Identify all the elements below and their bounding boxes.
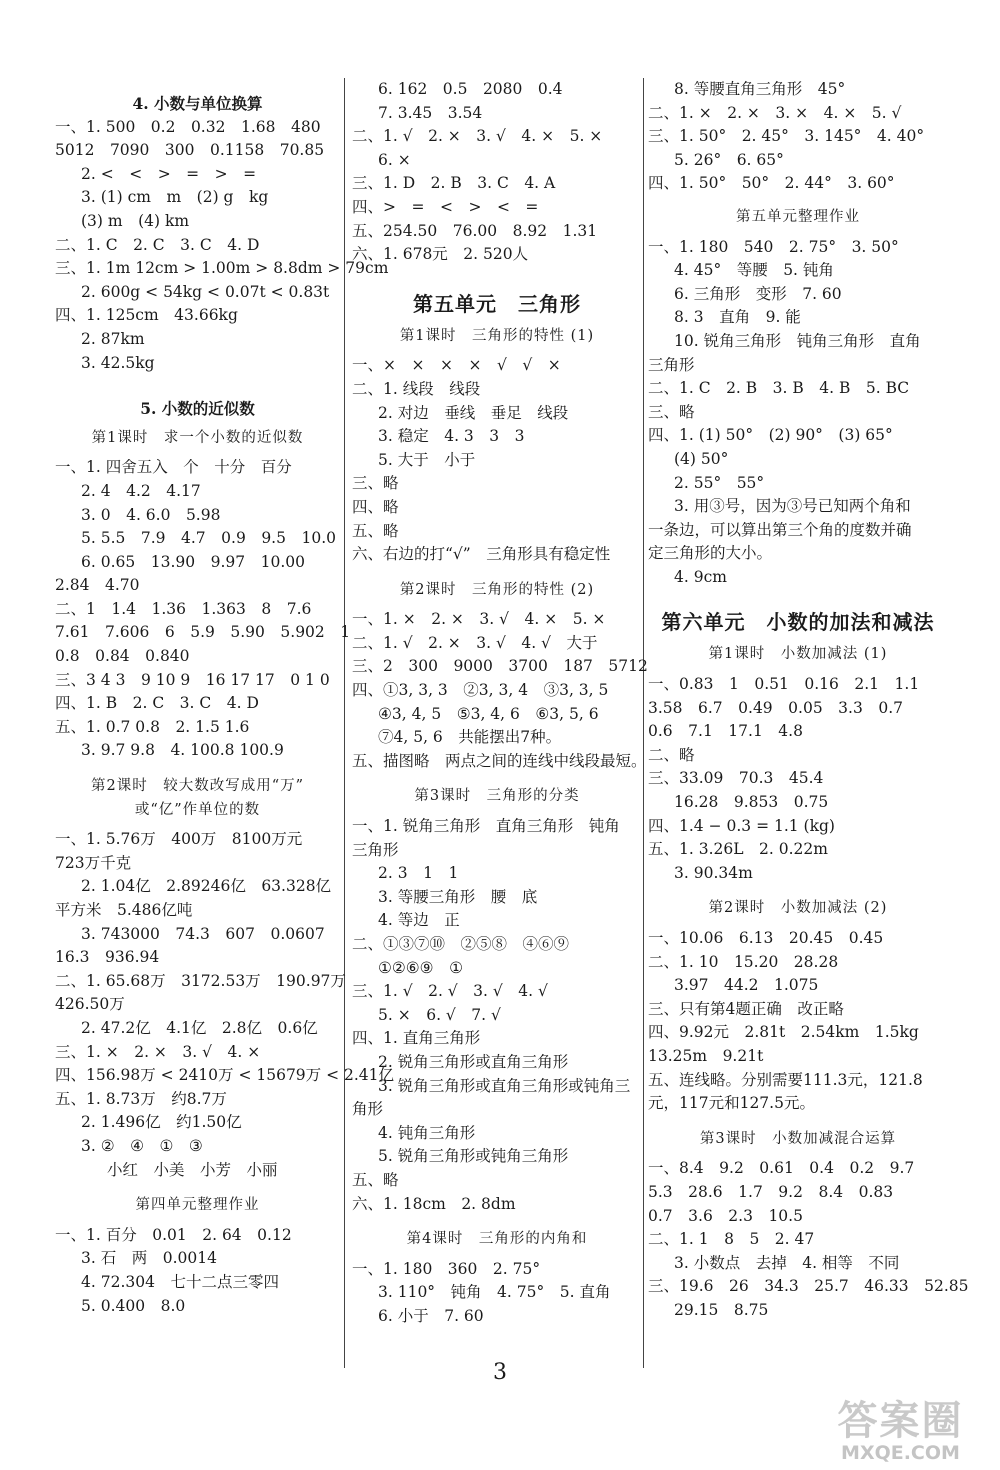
answer-line: 5012 7090 300 0.1158 70.85	[55, 141, 325, 160]
answer-line: 2.84 4.70	[55, 576, 140, 595]
answer-line: 三、略	[648, 402, 695, 421]
answer-line: ⑦4, 5, 6 共能摆出7种。	[378, 728, 562, 747]
answer-line: 三、1. 50° 2. 45° 3. 145° 4. 40°	[648, 127, 925, 146]
answer-line: 3. 锐角三角形或直角三角形或钝角三	[378, 1076, 631, 1095]
answer-line: 四、1. 直角三角形	[352, 1029, 481, 1048]
answer-line: 六、右边的打“√” 三角形具有稳定性	[352, 545, 611, 564]
lesson-title: 第2课时 小数加减法 (2)	[708, 900, 888, 917]
lesson-title: 第1课时 三角形的特性 (1)	[399, 327, 595, 344]
answer-line: 3. 90.34m	[674, 863, 753, 882]
answer-line: 一、1. 180 360 2. 75°	[352, 1259, 541, 1278]
lesson-title: 第2课时 三角形的特性 (2)	[399, 581, 595, 598]
answer-line: 一条边，可以算出第三个角的度数并确	[648, 520, 912, 539]
answer-line: 角形	[352, 1100, 384, 1119]
answer-line: 六、1. 18cm 2. 8dm	[352, 1194, 516, 1213]
answer-line: 四、1. B 2. C 3. C 4. D	[55, 694, 259, 713]
answer-line: 5. 锐角三角形或钝角三角形	[378, 1147, 569, 1166]
answer-line: 一、0.83 1 0.51 0.16 2.1 1.1	[648, 675, 920, 694]
answer-line: 2. 600g < 54kg < 0.07t < 0.83t	[81, 282, 330, 301]
answer-line: 三、1. √ 2. √ 3. √ 4. √	[352, 982, 548, 1001]
answer-line: 二、1. C 2. B 3. B 4. B 5. BC	[648, 379, 910, 398]
answer-line: 三、1. × 2. × 3. √ 4. ×	[55, 1042, 261, 1061]
answer-line: 0.7 3.6 2.3 10.5	[648, 1206, 803, 1225]
answer-line: 3. 0 4. 6.0 5.98	[81, 505, 221, 524]
answer-line: 五、略	[352, 521, 399, 540]
answer-line: (3) m (4) km	[81, 211, 190, 230]
column-middle	[352, 78, 648, 1329]
answer-line: 6. 0.65 13.90 9.97 10.00	[81, 552, 305, 571]
answer-line: 四、1. 125cm 43.66kg	[55, 306, 238, 325]
answer-line: 一、1. 百分 0.01 2. 64 0.12	[55, 1225, 292, 1244]
answer-line: 二、1. 线段 线段	[352, 379, 481, 398]
answer-line: 3. 小数点 去掉 4. 相等 不同	[674, 1253, 900, 1272]
answer-line: 426.50万	[55, 995, 125, 1014]
answer-line: 3. (1) cm m (2) g kg	[81, 188, 269, 207]
answer-line: 2. 锐角三角形或直角三角形	[378, 1052, 569, 1071]
answer-line: 3. ② ④ ① ③	[81, 1136, 203, 1155]
answer-line: 4. 等边 正	[378, 911, 460, 930]
page-number: 3	[493, 1360, 507, 1385]
answer-line: 一、× × × × √ √ ×	[352, 356, 561, 375]
answer-line: 三、只有第4题正确 改正略	[648, 999, 844, 1018]
answer-line: 2. 3 1 1	[378, 864, 459, 883]
answer-line: 一、1. 四舍五入 个 十分 百分	[55, 458, 292, 477]
lesson-title: 第1课时 小数加减法 (1)	[708, 646, 888, 663]
lesson-title: 第3课时 小数加减混合运算	[699, 1130, 897, 1147]
answer-line: 2. 55° 55°	[674, 473, 765, 492]
answer-line: 3. 石 两 0.0014	[81, 1249, 217, 1268]
answer-line: 7.61 7.606 6 5.9 5.90 5.902 1	[55, 623, 351, 642]
answer-line: 5.3 28.6 1.7 9.2 8.4 0.83	[648, 1182, 894, 1201]
answer-line: 3. 42.5kg	[81, 353, 155, 372]
answer-line: 4. 72.304 七十二点三零四	[81, 1272, 279, 1291]
answer-line: 5. 0.400 8.0	[81, 1296, 186, 1315]
answer-line: 三角形	[648, 355, 695, 374]
answer-line: 五、略	[352, 1170, 399, 1189]
answer-line: 6. ×	[378, 150, 411, 169]
answer-line: 2. 87km	[81, 329, 145, 348]
section-title: 4. 小数与单位换算	[132, 94, 263, 113]
answer-line: 三、3 4 3 9 10 9 16 17 17 0 1 0	[55, 670, 330, 689]
answer-line: 四、1. 50° 50° 2. 44° 3. 60°	[648, 174, 895, 193]
unit-title: 第六单元 小数的加法和减法	[661, 610, 935, 635]
answer-line: 五、描图略 两点之间的连线中线段最短。	[352, 751, 647, 770]
answer-line: 29.15 8.75	[674, 1300, 769, 1319]
answer-line: 3. 稳定 4. 3 3 3	[378, 427, 525, 446]
answer-line: 4. 钝角三角形	[378, 1123, 476, 1142]
answer-line: 4. 9cm	[674, 567, 727, 586]
answer-line: 五、1. 0.7 0.8 2. 1.5 1.6	[55, 717, 250, 736]
lesson-title: 第4课时 三角形的内角和	[406, 1231, 588, 1248]
watermark-url: MXQE.COM	[841, 1442, 960, 1464]
answer-line: 二、1. 1 8 5 2. 47	[648, 1230, 815, 1249]
answer-line: 3.97 44.2 1.075	[674, 976, 819, 995]
answer-line: 二、1. C 2. C 3. C 4. D	[55, 235, 260, 254]
answer-line: 8. 3 直角 9. 能	[674, 308, 801, 327]
answer-line: 7. 3.45 3.54	[378, 103, 483, 122]
column-right	[648, 78, 969, 1323]
column-divider	[643, 78, 644, 1368]
answer-line: 3.58 6.7 0.49 0.05 3.3 0.7	[648, 698, 903, 717]
answer-line: 10. 锐角三角形 钝角三角形 直角	[674, 331, 921, 350]
answer-line: 二、1 1.4 1.36 1.363 8 7.6	[55, 599, 312, 618]
answer-line: 6. 小于 7. 60	[378, 1306, 484, 1325]
answer-line: 二、①③⑦⑩ ②⑤⑧ ④⑥⑨	[352, 935, 570, 953]
answer-line: 三、1. D 2. B 3. C 4. A	[352, 174, 556, 193]
answer-line: 三、19.6 26 34.3 25.7 46.33 52.85	[648, 1277, 969, 1296]
answer-line: 3. 用③号，因为③号已知两个角和	[674, 497, 911, 516]
answer-line: (4) 50°	[674, 449, 729, 468]
answer-line: 四、1.4 − 0.3 = 1.1 (kg)	[648, 816, 835, 835]
answer-line: ④3, 4, 5 ⑤3, 4, 6 ⑥3, 5, 6	[378, 704, 599, 723]
answer-line: 五、1. 3.26L 2. 0.22m	[648, 840, 828, 859]
answer-line: 8. 等腰直角三角形 45°	[674, 80, 846, 98]
answer-line: 五、1. 8.73万 约8.7万	[55, 1089, 227, 1108]
answer-line: 五、254.50 76.00 8.92 1.31	[352, 221, 598, 240]
answer-line: 2. 4 4.2 4.17	[81, 481, 201, 500]
answer-line: 3. 110° 钝角 4. 75° 5. 直角	[378, 1283, 611, 1302]
answer-line: 2. < < > = > =	[81, 164, 257, 183]
lesson-title: 第1课时 求一个小数的近似数	[91, 429, 304, 446]
answer-line: 五、连线略。分别需要111.3元，121.8	[648, 1070, 923, 1089]
answer-line: 16.3 936.94	[55, 948, 160, 967]
answer-line: 0.8 0.84 0.840	[55, 647, 190, 666]
answer-line: 13.25m 9.21t	[648, 1046, 764, 1065]
answer-line: 2. 1.496亿 约1.50亿	[81, 1113, 242, 1132]
answer-line: 6. 三角形 变形 7. 60	[674, 284, 842, 303]
answer-line: 6. 162 0.5 2080 0.4	[378, 80, 563, 98]
answer-line: 4. 45° 等腰 5. 钝角	[674, 261, 834, 280]
answer-line: 一、1. 180 540 2. 75° 3. 50°	[648, 237, 899, 256]
answer-line: 小红 小美 小芳 小丽	[107, 1160, 278, 1179]
answer-line: 5. 26° 6. 65°	[674, 150, 784, 169]
answer-line: 三角形	[352, 840, 399, 859]
answer-line: 3. 743000 74.3 607 0.0607	[81, 924, 325, 943]
answer-line: 2. 对边 垂线 垂足 线段	[378, 403, 569, 422]
answer-line: 元，117元和127.5元。	[648, 1094, 815, 1113]
answer-line: ①②⑥⑨ ①	[378, 958, 463, 977]
answer-line: 二、1. 10 15.20 28.28	[648, 952, 839, 971]
answer-line: 三、略	[352, 474, 399, 493]
answer-line: 一、10.06 6.13 20.45 0.45	[648, 929, 884, 947]
answer-line: 一、1. 500 0.2 0.32 1.68 480	[55, 117, 321, 136]
answer-line: 二、1. √ 2. × 3. √ 4. √ 大于	[352, 633, 598, 652]
answer-line: 四、156.98万 < 2410万 < 15679万 < 2.41亿	[55, 1066, 395, 1085]
review-title: 第四单元整理作业	[135, 1197, 260, 1214]
answer-line: 四、①3, 3, 3 ②3, 3, 4 ③3, 3, 5	[352, 681, 609, 700]
watermark-title: 答案圈	[837, 1398, 964, 1444]
answer-line: 5. × 6. √ 7. √	[378, 1005, 501, 1024]
answer-line: 二、略	[648, 745, 695, 764]
answer-line: 2. 47.2亿 4.1亿 2.8亿 0.6亿	[81, 1018, 318, 1037]
answer-line: 四、9.92元 2.81t 2.54km 1.5kg	[648, 1023, 919, 1042]
answer-line: 16.28 9.853 0.75	[674, 793, 829, 812]
answer-line: 定三角形的大小。	[648, 544, 773, 563]
answer-line: 平方米 5.486亿吨	[55, 901, 193, 919]
review-title: 第五单元整理作业	[736, 208, 860, 225]
watermark-logo	[808, 1400, 993, 1466]
unit-title: 第五单元 三角形	[413, 291, 581, 316]
answer-line: 二、1. √ 2. × 3. √ 4. × 5. ×	[352, 127, 603, 146]
answer-line: 一、1. × 2. × 3. √ 4. × 5. ×	[352, 610, 606, 629]
lesson-title: 第2课时 较大数改写成用“万”	[90, 778, 305, 795]
section-title: 5. 小数的近似数	[140, 399, 255, 419]
answer-line: 723万千克	[55, 853, 132, 872]
answer-line: 一、1. 5.76万 400万 8100万元	[55, 830, 303, 849]
answer-line: 5. 5.5 7.9 4.7 0.9 9.5 10.0	[81, 529, 336, 548]
answer-line: 六、1. 678元 2. 520人	[352, 245, 529, 264]
lesson-title: 第3课时 三角形的分类	[414, 788, 580, 805]
answer-line: 一、1. 锐角三角形 直角三角形 钝角	[352, 817, 620, 836]
answer-line: 四、1. (1) 50° (2) 90° (3) 65°	[648, 426, 893, 445]
answer-line: 2. 1.04亿 2.89246亿 63.328亿	[81, 877, 332, 896]
answer-line: 5. 大于 小于	[378, 450, 476, 469]
lesson-title: 或“亿”作单位的数	[134, 801, 261, 818]
answer-line: 3. 9.7 9.8 4. 100.8 100.9	[81, 741, 284, 760]
answer-line: 四、> = < > < =	[352, 197, 539, 216]
answer-line: 一、8.4 9.2 0.61 0.4 0.2 9.7	[648, 1159, 915, 1178]
answer-line: 0.6 7.1 17.1 4.8	[648, 722, 803, 741]
answer-line: 3. 等腰三角形 腰 底	[378, 887, 538, 906]
answer-line: 二、1. × 2. × 3. × 4. × 5. √	[648, 103, 902, 122]
answer-line: 三、1. 1m 12cm > 1.00m > 8.8dm > 79cm	[55, 259, 389, 278]
answer-line: 四、略	[352, 497, 399, 516]
answer-line: 三、33.09 70.3 45.4	[648, 769, 824, 788]
answer-line: 二、1. 65.68万 3172.53万 190.97万	[55, 971, 346, 990]
answer-line: 三、2 300 9000 3700 187 5712	[352, 657, 648, 676]
